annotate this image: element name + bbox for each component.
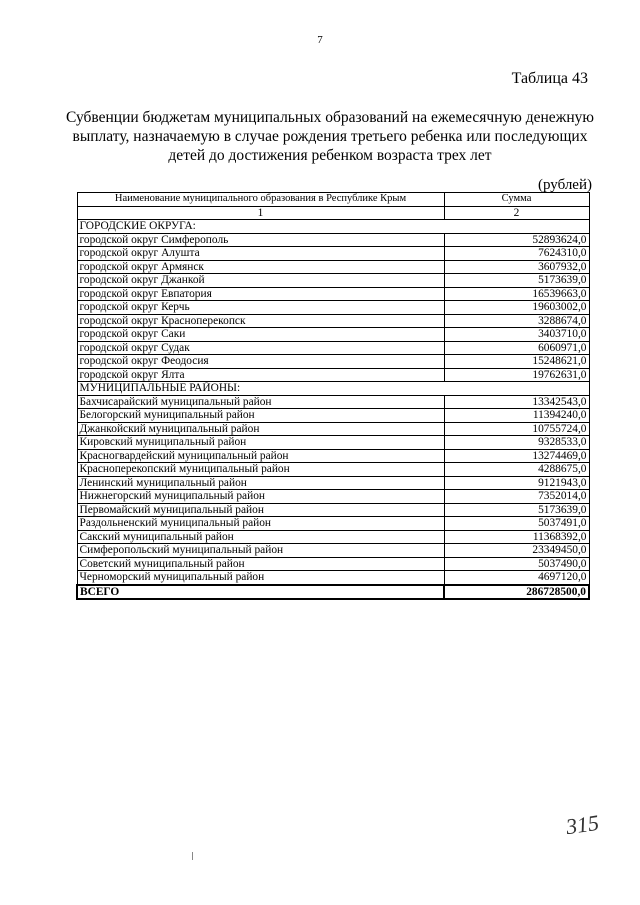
municipality-name: Белогорский муниципальный район	[77, 409, 444, 423]
table-row	[77, 503, 589, 517]
municipality-name: Советский муниципальный район	[77, 557, 444, 571]
section-rayony: МУНИЦИПАЛЬНЫЕ РАЙОНЫ:	[77, 382, 589, 396]
municipality-name: Нижнегорский муниципальный район	[77, 490, 444, 504]
municipality-sum: 7624310,0	[444, 247, 589, 261]
municipality-name: городской округ Феодосия	[77, 355, 444, 369]
table-row	[77, 355, 589, 369]
municipality-sum: 19603002,0	[444, 301, 589, 315]
municipality-sum: 9121943,0	[444, 476, 589, 490]
municipality-name: Красноперекопский муниципальный район	[77, 463, 444, 477]
municipality-name: городской округ Красноперекопск	[77, 314, 444, 328]
table-row	[77, 247, 589, 261]
index-col2: 2	[444, 206, 589, 220]
table-row	[77, 436, 589, 450]
municipality-sum: 5037490,0	[444, 557, 589, 571]
municipality-sum: 4697120,0	[444, 571, 589, 585]
table-row	[77, 328, 589, 342]
municipality-sum: 11394240,0	[444, 409, 589, 423]
municipality-name: городской округ Алушта	[77, 247, 444, 261]
municipality-name: городской округ Симферополь	[77, 233, 444, 247]
table-row	[77, 409, 589, 423]
total-label: ВСЕГО	[77, 585, 444, 600]
table-row	[77, 544, 589, 558]
total-row	[77, 585, 589, 600]
table-row	[77, 368, 589, 382]
unit-label: (рублей)	[537, 177, 592, 193]
municipality-sum: 10755724,0	[444, 422, 589, 436]
table-row	[77, 422, 589, 436]
municipality-sum: 5173639,0	[444, 503, 589, 517]
table-row	[77, 287, 589, 301]
municipality-sum: 5173639,0	[444, 274, 589, 288]
municipality-sum: 15248621,0	[444, 355, 589, 369]
table-header-row	[77, 193, 589, 207]
municipality-name: Красногвардейский муниципальный район	[77, 449, 444, 463]
municipality-sum: 6060971,0	[444, 341, 589, 355]
municipality-name: городской округ Евпатория	[77, 287, 444, 301]
municipality-sum: 16539663,0	[444, 287, 589, 301]
table-row	[77, 260, 589, 274]
municipality-name: Раздольненский муниципальный район	[77, 517, 444, 531]
column-index-row	[77, 206, 589, 220]
municipality-name: городской округ Ялта	[77, 368, 444, 382]
municipality-name: городской округ Судак	[77, 341, 444, 355]
header-name: Наименование муниципального образования в Республике Крым	[77, 193, 444, 207]
table-row	[77, 490, 589, 504]
municipality-sum: 5037491,0	[444, 517, 589, 531]
table-row	[77, 463, 589, 477]
municipality-sum: 52893624,0	[444, 233, 589, 247]
section-okruga-row	[77, 220, 589, 234]
municipality-name: Первомайский муниципальный район	[77, 503, 444, 517]
municipality-name: городской округ Керчь	[77, 301, 444, 315]
index-col1: 1	[77, 206, 444, 220]
section-rayony-row	[77, 382, 589, 396]
subvention-table	[76, 192, 590, 600]
municipality-sum: 19762631,0	[444, 368, 589, 382]
document-title: Субвенции бюджетам муниципальных образований на ежемесячную денежную выплату, назначаемую в случае рождения третьего ребенка или последующих детей до достижения ребенком возраста трех лет	[66, 109, 594, 164]
table-row	[77, 571, 589, 585]
municipality-sum: 3607932,0	[444, 260, 589, 274]
municipality-name: Кировский муниципальный район	[77, 436, 444, 450]
table-row	[77, 557, 589, 571]
municipality-name: городской округ Армянск	[77, 260, 444, 274]
municipality-name: Джанкойский муниципальный район	[77, 422, 444, 436]
municipality-sum: 23349450,0	[444, 544, 589, 558]
table-row	[77, 517, 589, 531]
municipality-name: Черноморский муниципальный район	[77, 571, 444, 585]
table-row	[77, 476, 589, 490]
municipality-sum: 7352014,0	[444, 490, 589, 504]
page-number: 7	[317, 34, 323, 46]
municipality-sum: 11368392,0	[444, 530, 589, 544]
table-row	[77, 341, 589, 355]
table-row	[77, 530, 589, 544]
municipality-name: Симферопольский муниципальный район	[77, 544, 444, 558]
municipality-sum: 3403710,0	[444, 328, 589, 342]
header-sum: Сумма	[444, 193, 589, 207]
municipality-sum: 13342543,0	[444, 395, 589, 409]
municipality-name: Сакский муниципальный район	[77, 530, 444, 544]
municipality-name: Ленинский муниципальный район	[77, 476, 444, 490]
handwritten-page-number: 315	[564, 809, 601, 840]
table-row	[77, 301, 589, 315]
table-row	[77, 395, 589, 409]
municipality-name: Бахчисарайский муниципальный район	[77, 395, 444, 409]
table-row	[77, 274, 589, 288]
total-sum: 286728500,0	[444, 585, 589, 600]
table-row	[77, 314, 589, 328]
table-row	[77, 449, 589, 463]
table-label: Таблица 43	[511, 70, 588, 87]
scan-mark	[192, 852, 193, 860]
municipality-name: городской округ Саки	[77, 328, 444, 342]
municipality-sum: 13274469,0	[444, 449, 589, 463]
table-row	[77, 233, 589, 247]
municipality-sum: 4288675,0	[444, 463, 589, 477]
section-okruga: ГОРОДСКИЕ ОКРУГА:	[77, 220, 589, 234]
municipality-sum: 3288674,0	[444, 314, 589, 328]
municipality-sum: 9328533,0	[444, 436, 589, 450]
municipality-name: городской округ Джанкой	[77, 274, 444, 288]
